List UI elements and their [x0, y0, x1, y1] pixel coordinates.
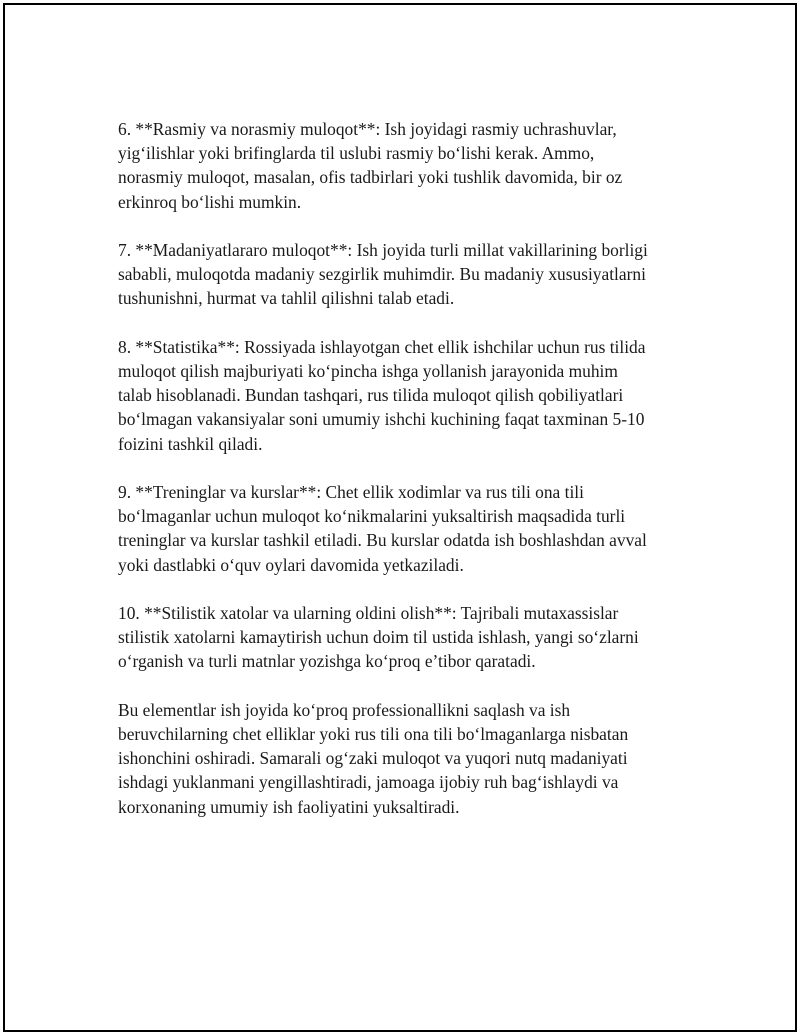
document-body	[118, 117, 698, 843]
paragraph-trainings	[118, 480, 698, 577]
text-line: bo‘lmaganlar uchun muloqot ko‘nikmalarini yuksaltirish maqsadida turli	[118, 506, 626, 527]
paragraph-conclusion	[118, 698, 698, 819]
text-line: talab hisoblanadi. Bundan tashqari, rus tilida muloqot qilish qobiliyatlari	[118, 385, 624, 406]
paragraph-formal-informal	[118, 117, 698, 214]
paragraph-stylistic-errors	[118, 601, 698, 674]
text-line: foizini tashkil qiladi.	[118, 433, 263, 454]
paragraph-intercultural	[118, 238, 698, 311]
text-line: yoki dastlabki o‘quv oylari davomida yetkaziladi.	[118, 554, 464, 575]
text-line: 10. **Stilistik xatolar va ularning oldini olish**: Tajribali mutaxassislar	[118, 603, 619, 623]
text-line: treninglar va kurslar tashkil etiladi. Bu kurslar odatda ish boshlashdan avval	[118, 530, 647, 551]
text-line: o‘rganish va turli matnlar yozishga ko‘proq e’tibor qaratadi.	[118, 651, 536, 672]
text-line: ishdagi yuklanmani yengillashtiradi, jamoaga ijobiy ruh bag‘ishlaydi va	[118, 772, 619, 793]
text-line: stilistik xatolarni kamaytirish uchun doim til ustida ishlash, yangi so‘zlarni	[118, 627, 639, 648]
text-line: korxonaning umumiy ish faoliyatini yuksaltiradi.	[118, 796, 460, 817]
text-line: tushunishni, hurmat va tahlil qilishni talab etadi.	[118, 288, 455, 309]
text-line: beruvchilarning chet elliklar yoki rus tili ona tili bo‘lmaganlarga nisbatan	[118, 724, 629, 744]
text-line: bo‘lmagan vakansiyalar soni umumiy ishchi kuchining faqat taxminan 5-10	[118, 409, 645, 430]
text-line: yig‘ilishlar yoki brifinglarda til uslubi rasmiy bo‘lishi kerak. Ammo,	[118, 143, 595, 164]
text-line: norasmiy muloqot, masalan, ofis tadbirlari yoki tushlik davomida, bir oz	[118, 167, 623, 188]
text-line: 7. **Madaniyatlararo muloqot**: Ish joyida turli millat vakillarining borligi	[118, 240, 648, 260]
text-line: ishonchini oshiradi. Samarali og‘zaki muloqot va yuqori nutq madaniyati	[118, 748, 628, 769]
text-line: erkinroq bo‘lishi mumkin.	[118, 191, 302, 212]
paragraph-statistics	[118, 335, 698, 456]
text-line: 8. **Statistika**: Rossiyada ishlayotgan chet ellik ishchilar uchun rus tilida	[118, 336, 646, 357]
text-line: sababli, muloqotda madaniy sezgirlik muhimdir. Bu madaniy xususiyatlarni	[118, 264, 646, 285]
text-line: 6. **Rasmiy va norasmiy muloqot**: Ish joyidagi rasmiy uchrashuvlar,	[118, 119, 617, 139]
text-line: Bu elementlar ish joyida ko‘proq professionallikni saqlash va ish	[118, 699, 571, 720]
text-line: muloqot qilish majburiyati ko‘pincha ishga yollanish jarayonida muhim	[118, 361, 618, 381]
text-line: 9. **Treninglar va kurslar**: Chet ellik xodimlar va rus tili ona tili	[118, 482, 584, 502]
